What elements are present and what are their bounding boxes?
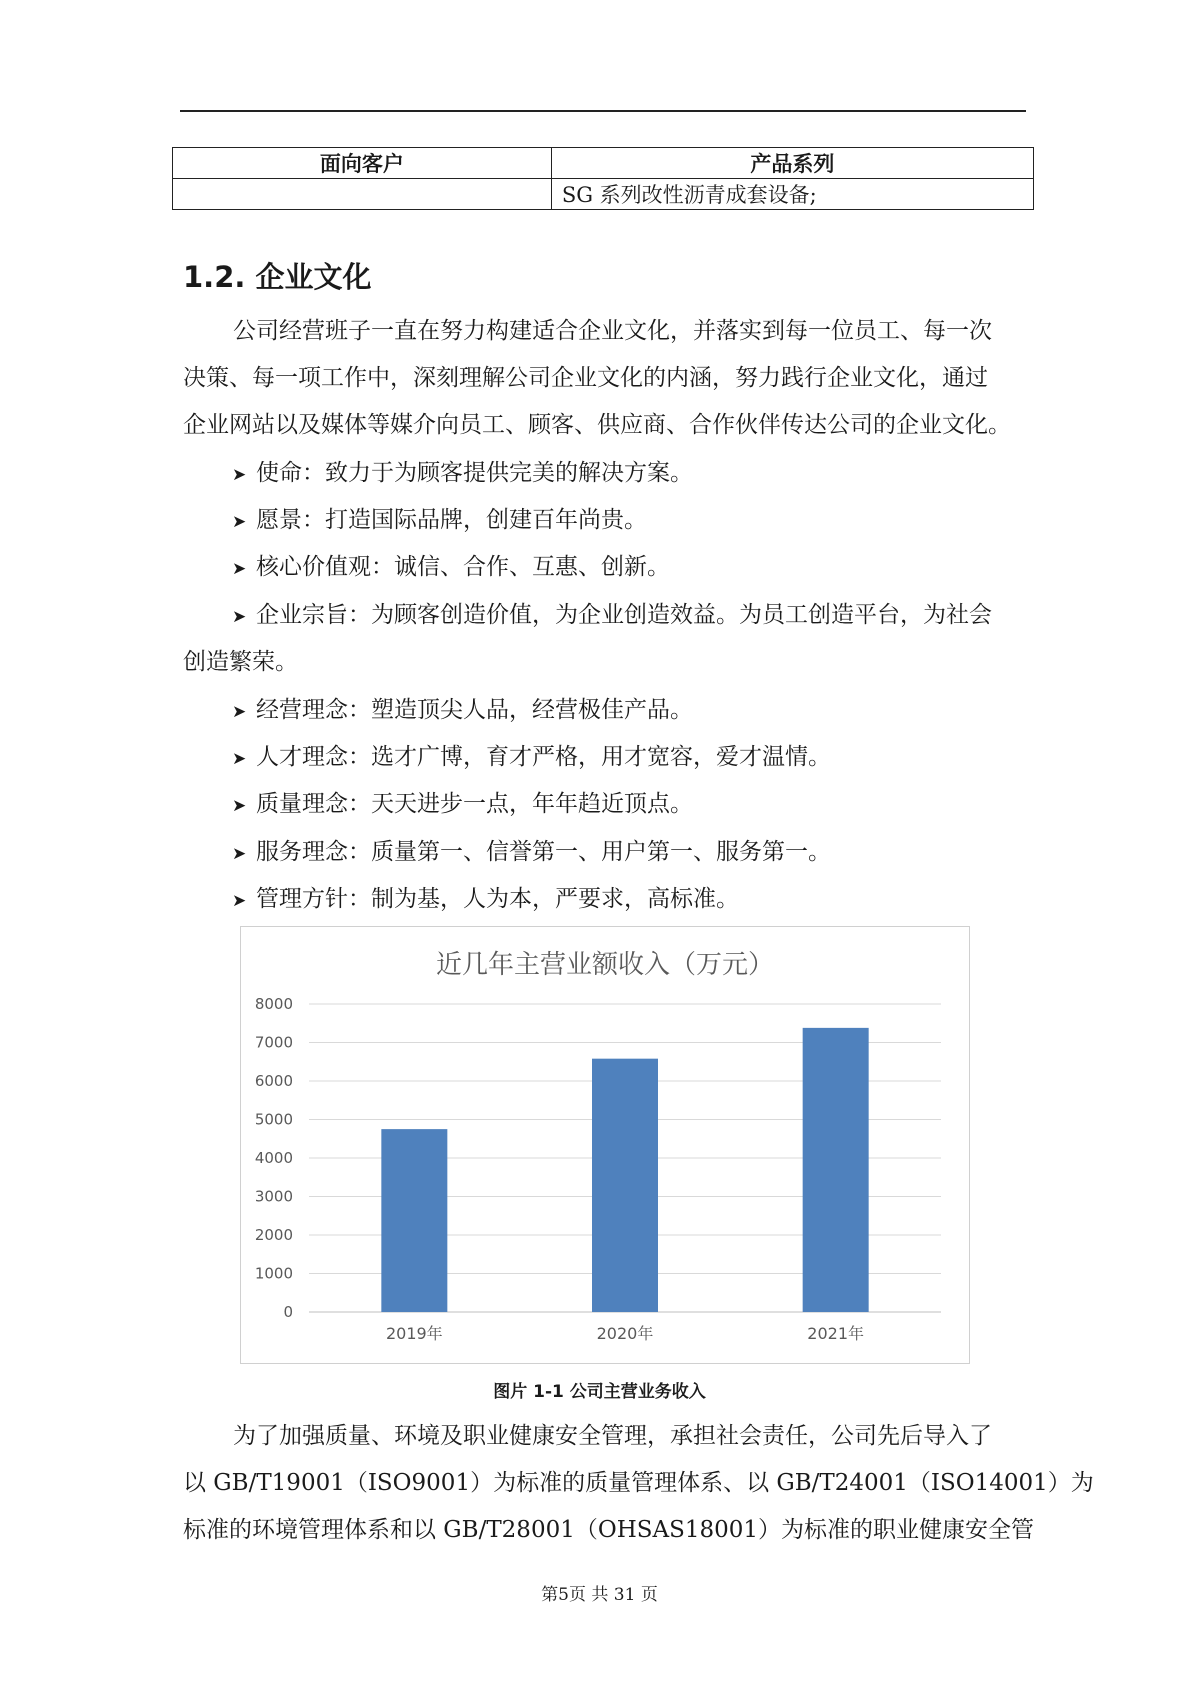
- y-tick-label: 7000: [254, 1033, 293, 1052]
- y-tick-label: 5000: [254, 1110, 293, 1129]
- arrow-bullet-icon: ➤: [232, 465, 247, 485]
- x-tick-label: 2020年: [596, 1324, 654, 1343]
- arrow-bullet-icon: ➤: [232, 607, 247, 627]
- bullet-text: 使命：致力于为顾客提供完美的解决方案。: [256, 460, 693, 486]
- bar: [592, 1059, 658, 1312]
- bullet-item: [232, 695, 693, 727]
- intro-line: 企业网站以及媒体等媒介向员工、顾客、供应商、合作伙伴传达公司的企业文化。: [183, 412, 1011, 438]
- bullet-item: [232, 884, 739, 916]
- y-tick-label: 8000: [254, 995, 293, 1013]
- figure-caption: 图片 1-1 公司主营业务收入: [493, 1382, 706, 1402]
- arrow-bullet-icon: ➤: [232, 796, 247, 816]
- bullet-text: 管理方针：制为基，人为本，严要求，高标准。: [256, 886, 739, 912]
- bullet-item: [232, 837, 831, 869]
- bullet-text: 企业宗旨：为顾客创造价值，为企业创造效益。为员工创造平台，为社会: [256, 602, 992, 628]
- arrow-bullet-icon: ➤: [232, 702, 247, 722]
- bar: [803, 1028, 869, 1312]
- y-tick-label: 0: [283, 1303, 293, 1321]
- bullet-text: 人才理念：选才广博，育才严格，用才宽容，爱才温情。: [256, 744, 831, 770]
- chart-title: 近几年主营业额收入（万元）: [435, 950, 775, 980]
- chart-bars: [381, 1028, 868, 1312]
- closing-line: 为了加强质量、环境及职业健康安全管理，承担社会责任，公司先后导入了: [233, 1423, 992, 1449]
- bullet-text: 经营理念：塑造顶尖人品，经营极佳产品。: [256, 697, 693, 723]
- revenue-chart: [240, 926, 970, 1364]
- table-cell: [173, 179, 552, 210]
- chart-svg: [241, 927, 969, 1363]
- closing-line: 以 GB/T19001（ISO9001）为标准的质量管理体系、以 GB/T24001（ISO14001）为: [183, 1470, 1094, 1496]
- y-tick-label: 6000: [254, 1072, 293, 1090]
- table-header-cell: 面向客户: [173, 148, 552, 179]
- bullet-item: [232, 552, 670, 584]
- bullet-text: 愿景：打造国际品牌，创建百年尚贵。: [256, 507, 647, 533]
- header-rule: [180, 110, 1026, 112]
- bar: [381, 1129, 447, 1312]
- bullet-item: [232, 742, 831, 774]
- x-tick-label: 2019年: [385, 1324, 443, 1343]
- bullet-item: [232, 600, 992, 632]
- bullet-text: 质量理念：天天进步一点，年年趋近顶点。: [256, 791, 693, 817]
- bullet-item: [232, 458, 693, 490]
- arrow-bullet-icon: ➤: [232, 844, 247, 864]
- x-tick-label: 2021年: [807, 1324, 865, 1343]
- table-header-cell: 产品系列: [551, 148, 1033, 179]
- table-cell: SG 系列改性沥青成套设备;: [551, 179, 1033, 210]
- y-tick-label: 3000: [254, 1187, 293, 1206]
- arrow-bullet-icon: ➤: [232, 749, 247, 769]
- section-title: 1.2. 企业文化: [183, 260, 372, 294]
- bullet-text: 核心价值观：诚信、合作、互惠、创新。: [256, 554, 670, 580]
- chart-x-axis: [386, 1324, 864, 1343]
- closing-line: 标准的环境管理体系和以 GB/T28001（OHSAS18001）为标准的职业健康安全管: [183, 1517, 1035, 1543]
- y-tick-label: 2000: [254, 1226, 293, 1244]
- bullet-text: 服务理念：质量第一、信誉第一、用户第一、服务第一。: [256, 839, 831, 865]
- client-product-table: [172, 147, 1034, 210]
- arrow-bullet-icon: ➤: [232, 891, 247, 911]
- table-header-row: [173, 148, 1034, 179]
- arrow-bullet-icon: ➤: [232, 559, 247, 579]
- bullet-continuation: 创造繁荣。: [183, 649, 298, 675]
- y-tick-label: 1000: [254, 1264, 293, 1283]
- y-tick-label: 4000: [254, 1149, 293, 1167]
- intro-line: 决策、每一项工作中，深刻理解公司企业文化的内涵，努力践行企业文化，通过: [183, 365, 988, 391]
- chart-y-axis: [255, 995, 293, 1321]
- intro-line: 公司经营班子一直在努力构建适合企业文化，并落实到每一位员工、每一次: [233, 318, 992, 344]
- table-row: [173, 179, 1034, 210]
- bullet-item: [232, 789, 693, 821]
- page-footer: 第5页 共 31 页: [541, 1585, 658, 1605]
- bullet-item: [232, 505, 647, 537]
- arrow-bullet-icon: ➤: [232, 512, 247, 532]
